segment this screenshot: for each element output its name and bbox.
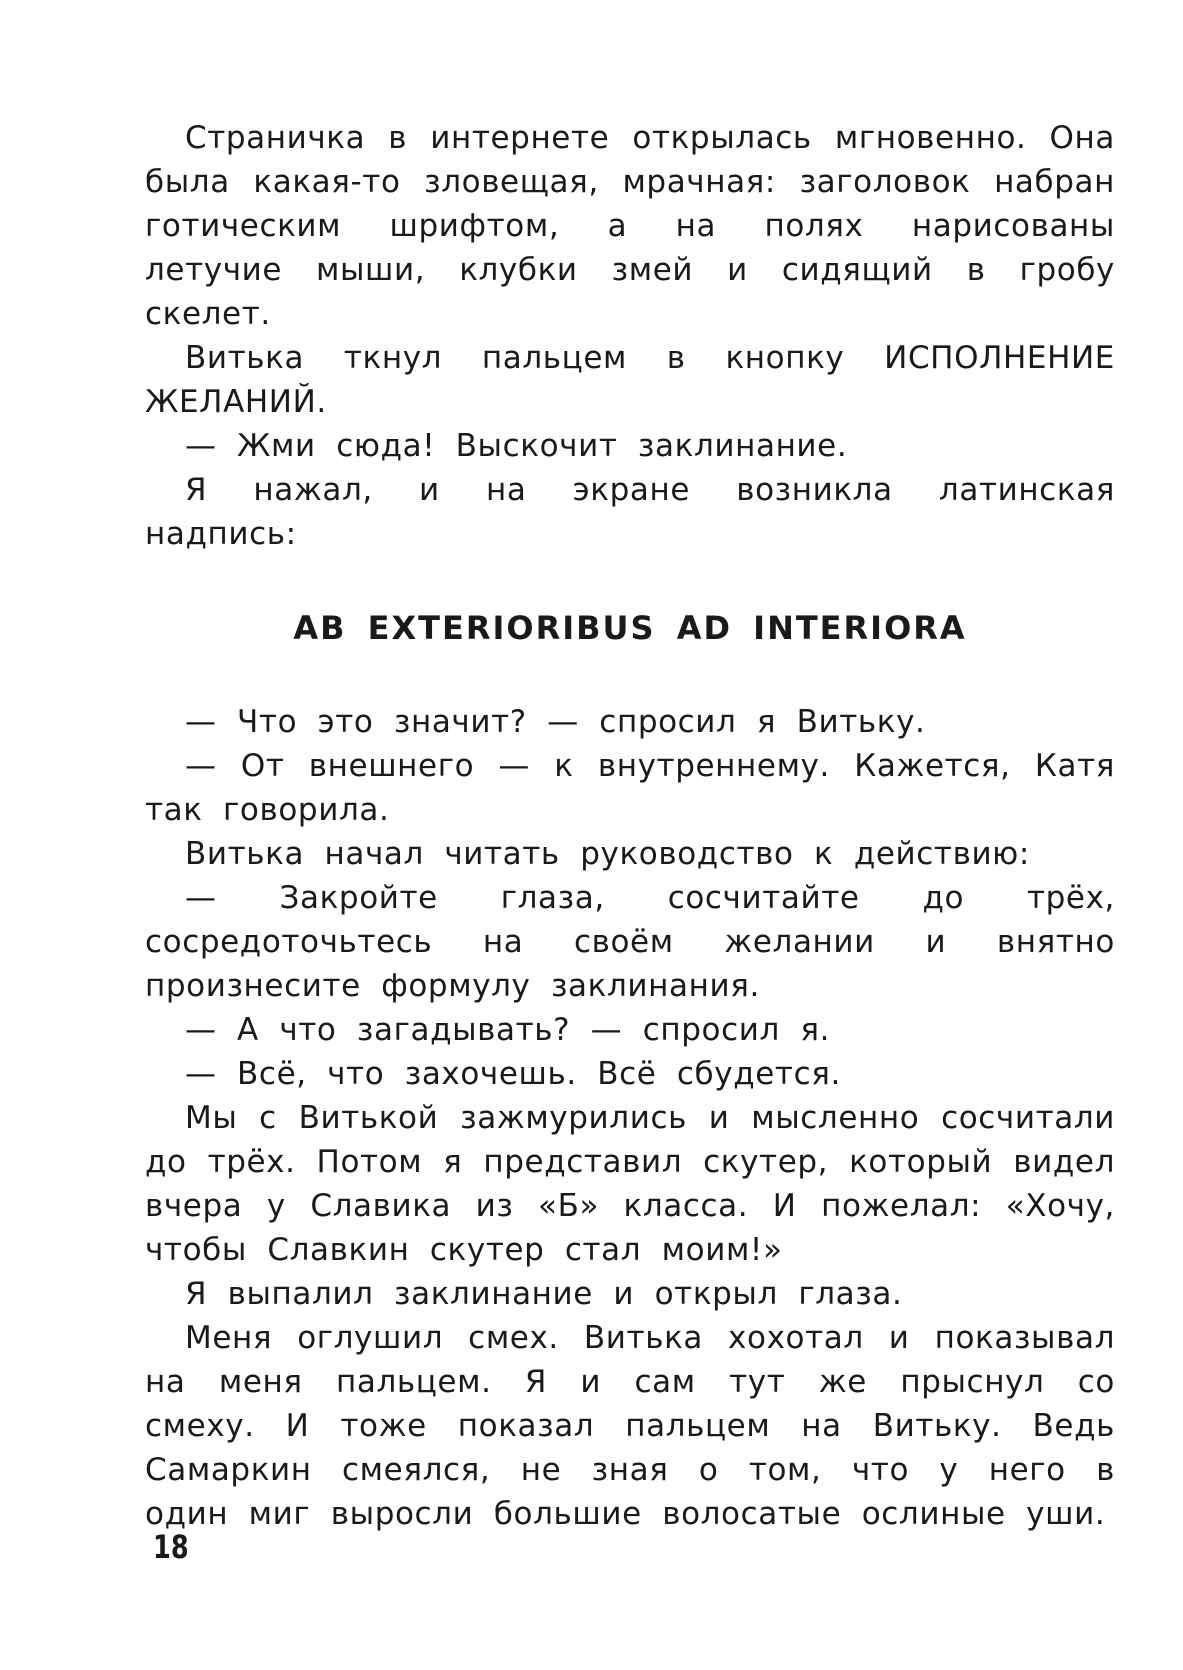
paragraph: — Что это значит? — спросил я Витьку. (185, 704, 926, 740)
paragraph: — Закройте глаза, сосчитайте до трёх, сосредоточьтесь на своём желании и внятно произнесите формулу заклинания. (145, 880, 1115, 1004)
paragraph: Я выпалил заклинание и открыл глаза. (185, 1276, 903, 1312)
paragraph: Страничка в интернете открылась мгновенно. Она была какая-то зловещая, мрачная: заголовок набран готическим шрифтом, а на полях нарисованы летучие мыши, клубки змей и сидящий в гробу скелет. (145, 120, 1115, 332)
latin-inscription-heading: AB EXTERIORIBUS AD INTERIORA (293, 609, 967, 647)
paragraph: — От внешнего — к внутреннему. Кажется, Катя так говорила. (145, 748, 1115, 828)
paragraph: — А что загадывать? — спросил я. (185, 1012, 831, 1048)
paragraph: Витька начал читать руководство к действию: (185, 836, 1030, 872)
paragraph: — Жми сюда! Выскочит заклинание. (185, 428, 848, 464)
paragraph: Мы с Витькой зажмурились и мысленно сосчитали до трёх. Потом я представил скутер, который видел вчера у Славика из «Б» класса. И пожелал: «Хочу, чтобы Славкин скутер стал моим!» (145, 1100, 1115, 1268)
paragraph: Меня оглушил смех. Витька хохотал и показывал на меня пальцем. Я и сам тут же прыснул со смеху. И тоже показал пальцем на Витьку. Ведь Самаркин смеялся, не зная о том, что у него в один миг выросли большие волосатые ослиные уши. (145, 1320, 1115, 1532)
page-number: 18 (153, 1528, 189, 1566)
paragraph: Я нажал, и на экране возникла латинская надпись: (145, 472, 1115, 552)
paragraph: Витька ткнул пальцем в кнопку ИСПОЛНЕНИЕ ЖЕЛАНИЙ. (145, 340, 1115, 420)
paragraph: — Всё, что захочешь. Всё сбудется. (185, 1056, 841, 1092)
page-body (145, 116, 1115, 1536)
